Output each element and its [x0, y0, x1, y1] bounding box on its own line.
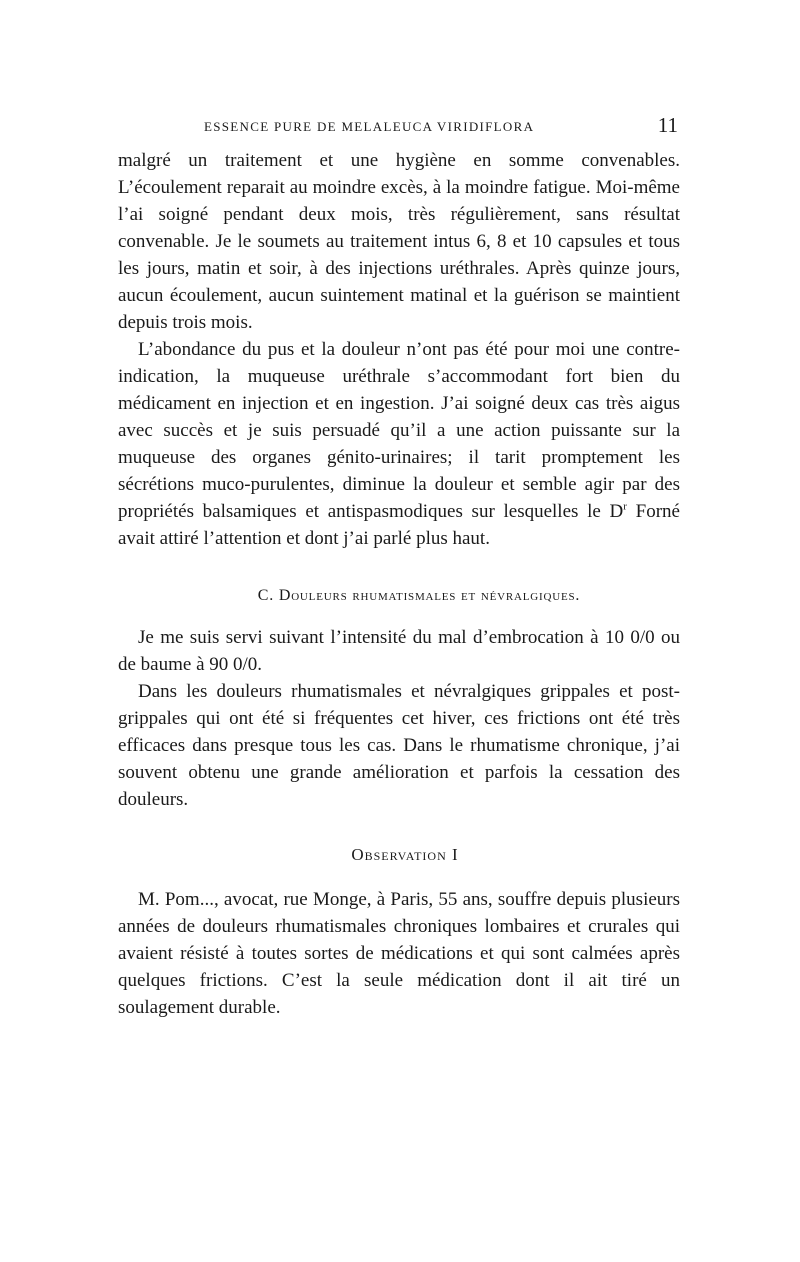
- paragraph-abondance: [118, 336, 680, 552]
- running-head: [118, 115, 680, 139]
- page-number: 11: [657, 113, 678, 137]
- doctor-abbrev-sup: r: [623, 500, 627, 513]
- paragraph-embrocation: Je me suis servi suivant l’intensité du mal d’embrocation à 10 0/0 ou de baume à 90 0/0.: [118, 627, 680, 675]
- body-text: [118, 147, 680, 1021]
- paragraph-continued: malgré un traitement et une hygiène en somme convenables. L’écoulement reparait au moindre excès, à la moindre fatigue. Moi-même l’ai soigné pendant deux mois, très régulièrement, sans résultat convenable. Je le soumets au traitement intus 6, 8 et 10 capsules et tous les jours, matin et soir, à des injections uréthrales. Après quinze jours, aucun écoulement, aucun suintement matinal et la guérison se maintient depuis trois mois.: [118, 150, 680, 333]
- running-title: ESSENCE PURE DE MELALEUCA VIRIDIFLORA: [204, 119, 535, 134]
- paragraph-abondance-end: Forné avait attiré l’attention et dont j’ai parlé plus haut.: [118, 501, 680, 549]
- observation-heading: Observation I: [351, 845, 459, 864]
- paragraph-douleurs: Dans les douleurs rhumatismales et névralgiques grippales et post-grippales qui ont été si fréquentes cet hiver, ces frictions ont été très efficaces dans presque tous les cas. Dans le rhumatisme chronique, j’ai souvent obtenu une grande amélioration et parfois la cessation des douleurs.: [118, 681, 680, 810]
- paragraph-abondance-text: L’abondance du pus et la douleur n’ont pas été pour moi une contre-indication, la muqueuse uréthrale s’accommodant fort bien du médicament en injection et en ingestion. J’ai soigné deux cas très aigus avec succès et je suis persuadé qu’il a une action puissante sur la muqueuse des organes génito-urinaires; il tarit promptement les sécrétions muco-purulentes, diminue la douleur et semble agir par des propriétés balsamiques et antispasmodiques sur lesquelles le D: [118, 339, 680, 522]
- section-heading: C. Douleurs rhumatismales et névralgiques.: [257, 587, 581, 604]
- paragraph-observation: M. Pom..., avocat, rue Monge, à Paris, 55 ans, souffre depuis plusieurs années de douleurs rhumatismales chroniques lombaires et crurales qui avaient résisté à toutes sortes de médications et qui sont calmées après quelques frictions. C’est la seule médication dont il ait tiré un soulagement durable.: [118, 889, 680, 1018]
